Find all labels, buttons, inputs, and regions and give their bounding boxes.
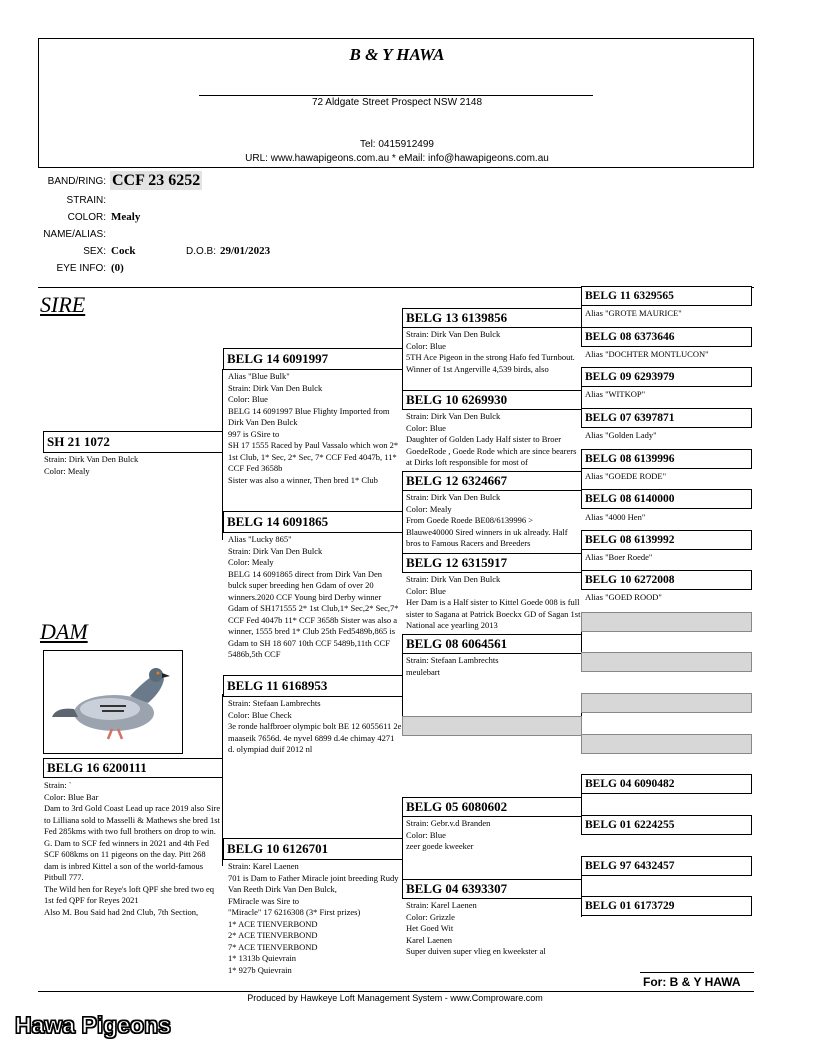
info-line: 3e ronde halfbroer olympic bolt BE 12 6055611 2e maaseik 7656d. 4e nyvel 6899 d.4e chimay 4271 d. olympiad duif 2012 nl [228, 721, 402, 754]
info-line: 2* ACE TIENVERBOND [228, 930, 318, 940]
gen2-ring: BELG 11 6168953 [227, 678, 328, 693]
info-line: Karel Laenen [406, 934, 453, 945]
info-line: Winner of 1st Angerville 4,539 birds, also [406, 363, 549, 374]
info-line: Strain: Dirk Van Den Bulck [228, 545, 323, 556]
loft-url[interactable]: URL: www.hawapigeons.com.au * eMail: info@hawapigeons.com.au [245, 153, 549, 164]
gen4-ring-box[interactable] [581, 408, 752, 428]
gen4-alias: Alias "GOED ROOD" [585, 592, 662, 602]
dam-line: Also M. Bou Said had 2nd Club, 7th Section, [44, 906, 199, 917]
info-line: BELG 14 6091865 direct from Dirk Van Den bulck super breeding hen Gdam of over 20 winners.2020 CCF Young bird Derby winner Gdam of SH171555 2* 1st Club,1* Sec,2* Sec,7* CCF Fed 4047b 11* CCF 3658b Sister was also a winner, 1555 bred 1* Club 25th Fed5489b,865 is Gdam to SH 18 607 10th CCF 5489b,11th CCF 5486b,5th CCF [228, 568, 399, 659]
gen4-ring-box[interactable] [581, 286, 752, 306]
dam-line: The Wild hen for Reye's loft QPF she bred two eq 1st fed QPF for Reyes 2021 [44, 883, 215, 905]
gen4-ring-box[interactable] [581, 367, 752, 387]
info-line: Alias "Lucky 865" [228, 534, 292, 544]
gen3-ring-box[interactable] [402, 797, 582, 817]
gen3-ring: BELG 10 6269930 [406, 392, 508, 407]
gen4-ring-box[interactable] [581, 489, 752, 509]
info-line: Color: Grizzle [406, 911, 455, 922]
for-label: For: B & Y HAWA [643, 975, 741, 989]
name-label: NAME/ALIAS: [43, 229, 106, 240]
dam-ring-box[interactable] [43, 758, 223, 778]
gen4-ring-box[interactable] [581, 530, 752, 550]
info-line: Color: Mealy [228, 557, 274, 567]
info-line: Daughter of Golden Lady Half sister to Broer GoedeRode , Goede Rode which are since bearers at Dirks loft responsible for most of [406, 434, 577, 467]
info-line: FMiracle was Sire to [228, 895, 300, 906]
info-line: Color: Blue [406, 585, 446, 596]
info-line: From Goede Roede BE08/6139996 > Blauwe40000 Sired winners in uk already. Half bros to Famous Racers and Breeders [406, 515, 568, 548]
info-line: Color: Blue [406, 340, 446, 351]
info-line: Strain: Dirk Van Den Bulck [406, 411, 501, 421]
produced-by: Produced by Hawkeye Loft Management System - www.Comproware.com [247, 993, 543, 1003]
gen2-info [228, 534, 402, 666]
gen2-ring-box[interactable] [223, 348, 403, 370]
gen4-ring: BELG 08 6373646 [585, 331, 675, 343]
info-line: Alias "Blue Bulk" [228, 371, 290, 381]
info-line: Strain: Stefaan Lambrechts [406, 655, 499, 665]
info-line: Super duiven super vlieg en kweekster al [406, 946, 546, 956]
info-line: zeer goede kweeker [406, 841, 474, 851]
gen4-ring-box[interactable] [581, 570, 752, 590]
sire-ring: SH 21 1072 [47, 434, 110, 449]
info-line: Strain: Dirk Van Den Bulck [228, 382, 323, 393]
info-line: meulebart [406, 666, 440, 677]
gen2-ring-box[interactable] [223, 511, 403, 533]
info-line: 701 is Dam to Father Miracle joint breeding Rudy Van Reeth Dirk Van Den Bulck, [228, 872, 399, 894]
gen2-info [228, 371, 402, 493]
info-line: SH 17 1555 Raced by Paul Vassalo which won 2* 1st Club, 1* Sec, 2* Sec, 7* CCF Fed 4047b, 11* CCF Fed 3658b [228, 440, 399, 473]
gen4-alias: Alias "Golden Lady" [585, 430, 657, 440]
info-line: Strain: Dirk Van Den Bulck [406, 574, 501, 584]
gen3-info [406, 574, 581, 631]
info-line: Strain: Dirk Van Den Bulck [406, 329, 501, 339]
gen3-ring-box[interactable] [402, 879, 582, 899]
gen4-ring: BELG 04 6090482 [585, 778, 675, 790]
gen3-ring-box[interactable] [402, 634, 582, 654]
info-line: 1* 927b Quievrain [228, 964, 292, 975]
gen2-ring: BELG 14 6091865 [227, 514, 329, 529]
empty-ring-box [581, 693, 752, 713]
loft-title: B & Y HAWA [349, 45, 445, 64]
loft-address: 72 Aldgate Street Prospect NSW 2148 [311, 97, 483, 108]
color-label: COLOR: [67, 212, 106, 223]
eye-value: (0) [111, 262, 124, 274]
gen4-alias: Alias "4000 Hen" [585, 512, 646, 522]
gen2-ring: BELG 14 6091997 [227, 351, 329, 366]
info-line: Her Dam is a Half sister to Kittel Goede 008 is full sister to Sagana at Patrick Boeckx GD of Sagan 1st National ace yearling 2013 [406, 597, 581, 630]
gen3-info [406, 411, 581, 468]
gen4-alias: Alias "Boer Roede" [585, 552, 653, 562]
dam-info [44, 780, 222, 932]
footer-divider [38, 991, 754, 992]
info-line: Strain: Gebr.v.d Branden [406, 818, 491, 828]
gen3-ring: BELG 05 6080602 [406, 799, 508, 814]
gen3-ring-box[interactable] [402, 471, 582, 491]
gen4-ring-box[interactable] [581, 774, 752, 794]
info-line: BELG 14 6091997 Blue Flighty Imported from Dirk Van Den Bulck [228, 405, 390, 427]
gen3-ring: BELG 04 6393307 [406, 881, 508, 896]
dob-label: D.O.B: [186, 246, 217, 257]
gen2-ring: BELG 10 6126701 [227, 841, 329, 856]
sire-line: Color: Mealy [44, 465, 90, 476]
pigeon-image [44, 651, 182, 753]
gen3-ring-box[interactable] [402, 308, 582, 328]
info-line: Color: Blue [406, 829, 446, 840]
gen4-ring: BELG 08 6140000 [585, 493, 675, 505]
watermark-text: Hawa Pigeons [15, 1012, 171, 1038]
sire-heading: SIRE [40, 292, 86, 317]
info-line: Strain: Karel Laenen [406, 900, 477, 910]
band-value: CCF 23 6252 [112, 172, 201, 189]
gen4-ring-box[interactable] [581, 815, 752, 835]
info-line: Color: Blue Check [228, 709, 292, 720]
gen3-info [406, 655, 581, 712]
info-line: Strain: Karel Laenen [228, 861, 299, 871]
dam-photo [43, 650, 183, 754]
gen4-ring: BELG 97 6432457 [585, 860, 675, 872]
strain-label: STRAIN: [66, 195, 106, 206]
loft-phone: Tel: 0415912499 [360, 139, 434, 150]
gen4-ring-box[interactable] [581, 327, 752, 347]
sire-ring-box[interactable] [43, 431, 223, 453]
gen4-ring: BELG 01 6224255 [585, 819, 675, 831]
gen4-alias: Alias "DOCHTER MONTLUCON" [585, 349, 709, 359]
info-line: Color: Mealy [406, 503, 452, 514]
sire-info [44, 454, 222, 477]
gen4-ring-box[interactable] [581, 856, 752, 876]
gen4-ring-box[interactable] [581, 896, 752, 916]
pedigree-header [38, 38, 754, 168]
info-line: 1* ACE TIENVERBOND [228, 918, 318, 929]
empty-ring-box [581, 734, 752, 754]
header-divider [199, 95, 593, 96]
gen3-ring-box[interactable] [402, 390, 582, 410]
info-line: Color: Blue [228, 394, 268, 404]
gen2-ring-box[interactable] [223, 838, 403, 860]
info-line: "Miracle" 17 6216308 (3* First prizes) [228, 907, 361, 917]
dam-ring: BELG 16 6200111 [47, 760, 147, 775]
dam-line: Strain: ` [44, 780, 72, 790]
info-line: Sister was also a winner, Then bred 1* Club [228, 474, 378, 485]
gen3-ring: BELG 12 6315917 [406, 555, 508, 570]
gen4-ring: BELG 07 6397871 [585, 412, 675, 424]
gen2-info [228, 698, 402, 760]
info-line: Het Goed Wit [406, 923, 454, 933]
gen3-info [406, 329, 581, 386]
sex-value: Cock [111, 245, 136, 257]
gen3-ring: BELG 08 6064561 [406, 636, 508, 651]
gen4-alias: Alias "GROTE MAURICE" [585, 308, 682, 318]
dam-line: Color: Blue Bar [44, 791, 99, 802]
eye-label: EYE INFO: [56, 263, 106, 274]
gen3-info [406, 818, 581, 875]
gen2-ring-box[interactable] [223, 675, 403, 697]
gen3-info [406, 900, 581, 960]
color-value: Mealy [111, 211, 141, 223]
gen3-info [406, 492, 581, 549]
gen4-alias: Alias "GOEDE RODE" [585, 471, 667, 481]
info-line: Strain: Dirk Van Den Bulck [406, 492, 501, 502]
dob-value: 29/01/2023 [220, 245, 271, 257]
empty-ring-box [402, 716, 582, 736]
empty-ring-box [581, 652, 752, 672]
dam-line: Dam to 3rd Gold Coast Lead up race 2019 also Sire to Lilliana sold to Masselli & Mathews she bred 1st Fed 285kms with two full brothers on drop to win. G. Dam to SCF fed winners in 2021 and 4th Fed SCF 608kms on 11 pigeons on the day. Pitt 268 dam is inbred Kittel a son of the world-famous Pitbull 777. [44, 803, 221, 882]
info-line: Strain: Stefaan Lambrechts [228, 698, 321, 708]
sex-label: SEX: [83, 246, 106, 257]
info-line: 1* 1313b Quievrain [228, 953, 296, 963]
info-line: 7* ACE TIENVERBOND [228, 941, 318, 952]
empty-ring-box [581, 612, 752, 632]
gen4-ring: BELG 09 6293979 [585, 371, 675, 383]
gen3-ring: BELG 13 6139856 [406, 310, 508, 325]
gen4-ring: BELG 08 6139992 [585, 534, 675, 546]
info-line: Color: Blue [406, 422, 446, 433]
info-line: 997 is GSire to [228, 428, 280, 439]
gen4-ring-box[interactable] [581, 449, 752, 469]
gen4-alias: Alias "WITKOP" [585, 389, 646, 399]
info-line: 5TH Ace Pigeon in the strong Hafo fed Turnbout. [406, 352, 575, 362]
dam-heading: DAM [40, 619, 88, 644]
gen2-info [228, 861, 402, 981]
gen4-ring: BELG 10 6272008 [585, 574, 675, 586]
gen4-ring: BELG 01 6173729 [585, 900, 675, 912]
sire-line: Strain: Dirk Van Den Bulck [44, 454, 139, 464]
band-label: BAND/RING: [47, 176, 106, 187]
gen4-ring: BELG 11 6329565 [585, 290, 674, 302]
gen3-ring-box[interactable] [402, 553, 582, 573]
gen4-ring: BELG 08 6139996 [585, 453, 675, 465]
gen3-ring: BELG 12 6324667 [406, 473, 508, 488]
for-underline [640, 972, 754, 973]
